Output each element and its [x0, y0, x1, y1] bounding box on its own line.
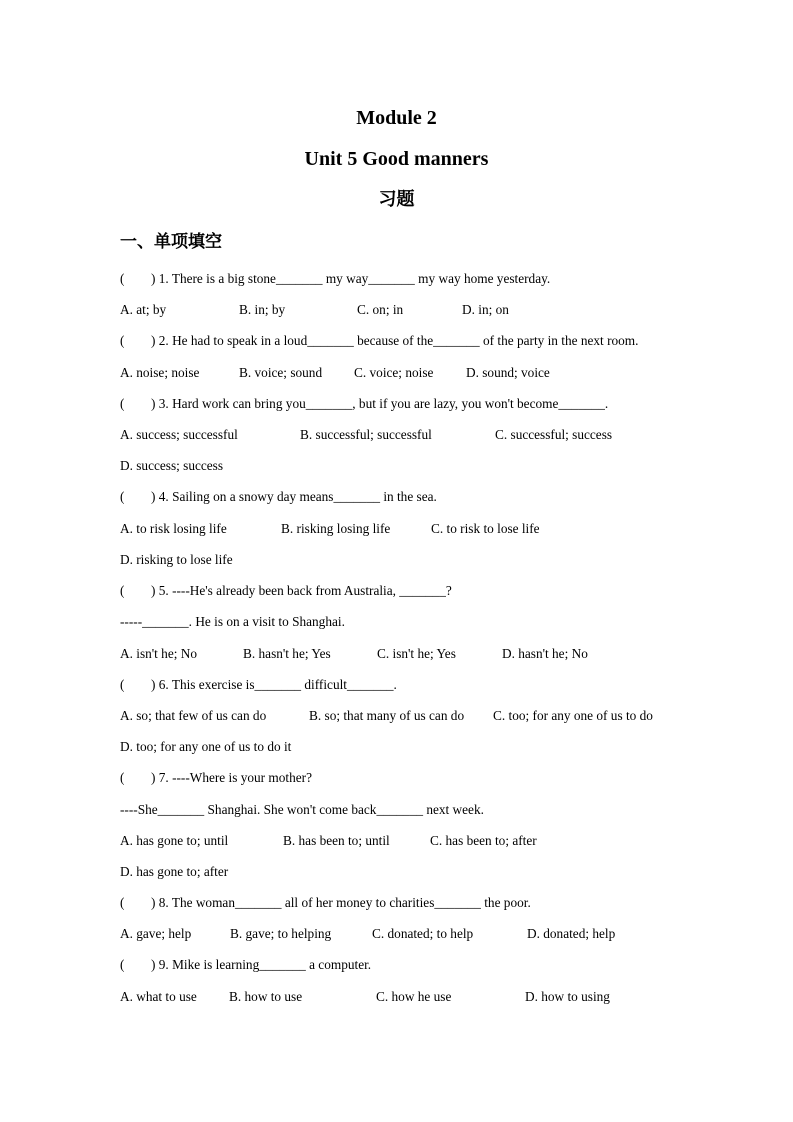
option-c: C. donated; to help	[372, 926, 474, 941]
option-d: D. donated; help	[527, 926, 616, 941]
question-6-option-d: D. too; for any one of us to do it	[120, 739, 292, 754]
option-b: B. risking losing life	[281, 521, 391, 536]
option-c: C. voice; noise	[354, 365, 434, 380]
question-2-options	[120, 363, 680, 383]
question-7-option-d: D. has gone to; after	[120, 864, 229, 879]
section-heading: 一、单项填空	[120, 232, 222, 252]
question-3-stem: ( ) 3. Hard work can bring you_______, but if you are lazy, you won't become_______.	[120, 396, 609, 411]
option-b: B. how to use	[229, 989, 303, 1004]
question-2-stem: ( ) 2. He had to speak in a loud_______ because of the_______ of the party in the next room.	[120, 333, 639, 348]
option-a: A. has gone to; until	[120, 833, 229, 848]
option-a: A. at; by	[120, 302, 167, 317]
option-c: C. how he use	[376, 989, 452, 1004]
option-d: D. in; on	[462, 302, 509, 317]
question-5-options	[120, 644, 680, 664]
option-d: D. hasn't he; No	[502, 646, 588, 661]
option-c: C. isn't he; Yes	[377, 646, 456, 661]
question-9-options	[120, 987, 680, 1007]
option-b: B. gave; to helping	[230, 926, 332, 941]
question-7-stem: ( ) 7. ----Where is your mother?	[120, 770, 312, 785]
question-6-options	[120, 706, 680, 726]
question-3-option-d: D. success; success	[120, 458, 224, 473]
option-a: A. noise; noise	[120, 365, 200, 380]
option-c: C. too; for any one of us to do	[493, 708, 653, 723]
option-b: B. successful; successful	[300, 427, 432, 442]
option-d: D. how to using	[525, 989, 610, 1004]
exercise-subtitle: 习题	[378, 189, 415, 210]
question-4-stem: ( ) 4. Sailing on a snowy day means_______ in the sea.	[120, 489, 437, 504]
option-c: C. on; in	[357, 302, 404, 317]
question-6-stem: ( ) 6. This exercise is_______ difficult_______.	[120, 677, 397, 692]
option-c: C. has been to; after	[430, 833, 537, 848]
question-9-stem: ( ) 9. Mike is learning_______ a computer.	[120, 957, 372, 972]
question-8-stem: ( ) 8. The woman_______ all of her money to charities_______ the poor.	[120, 895, 531, 910]
question-7-dialog: ----She_______ Shanghai. She won't come back_______ next week.	[120, 802, 484, 817]
option-b: B. has been to; until	[283, 833, 390, 848]
question-4-options	[120, 519, 680, 539]
option-b: B. in; by	[239, 302, 286, 317]
question-1-stem: ( ) 1. There is a big stone_______ my way_______ my way home yesterday.	[120, 271, 551, 286]
option-b: B. hasn't he; Yes	[243, 646, 331, 661]
option-a: A. to risk losing life	[120, 521, 227, 536]
question-5-dialog: -----_______. He is on a visit to Shanghai.	[120, 614, 345, 629]
option-d: D. sound; voice	[466, 365, 550, 380]
option-b: B. voice; sound	[239, 365, 323, 380]
option-a: A. what to use	[120, 989, 197, 1004]
question-5-stem: ( ) 5. ----He's already been back from Australia, _______?	[120, 583, 452, 598]
option-c: C. to risk to lose life	[431, 521, 540, 536]
option-a: A. so; that few of us can do	[120, 708, 267, 723]
option-b: B. so; that many of us can do	[309, 708, 465, 723]
question-8-options	[120, 924, 680, 944]
option-a: A. success; successful	[120, 427, 238, 442]
unit-title: Unit 5 Good manners	[304, 148, 489, 170]
question-7-options	[120, 831, 680, 851]
option-c: C. successful; success	[495, 427, 613, 442]
question-4-option-d: D. risking to lose life	[120, 552, 233, 567]
option-a: A. isn't he; No	[120, 646, 198, 661]
question-1-options	[120, 300, 680, 320]
option-a: A. gave; help	[120, 926, 192, 941]
module-title: Module 2	[356, 107, 437, 129]
question-3-options	[120, 425, 680, 445]
